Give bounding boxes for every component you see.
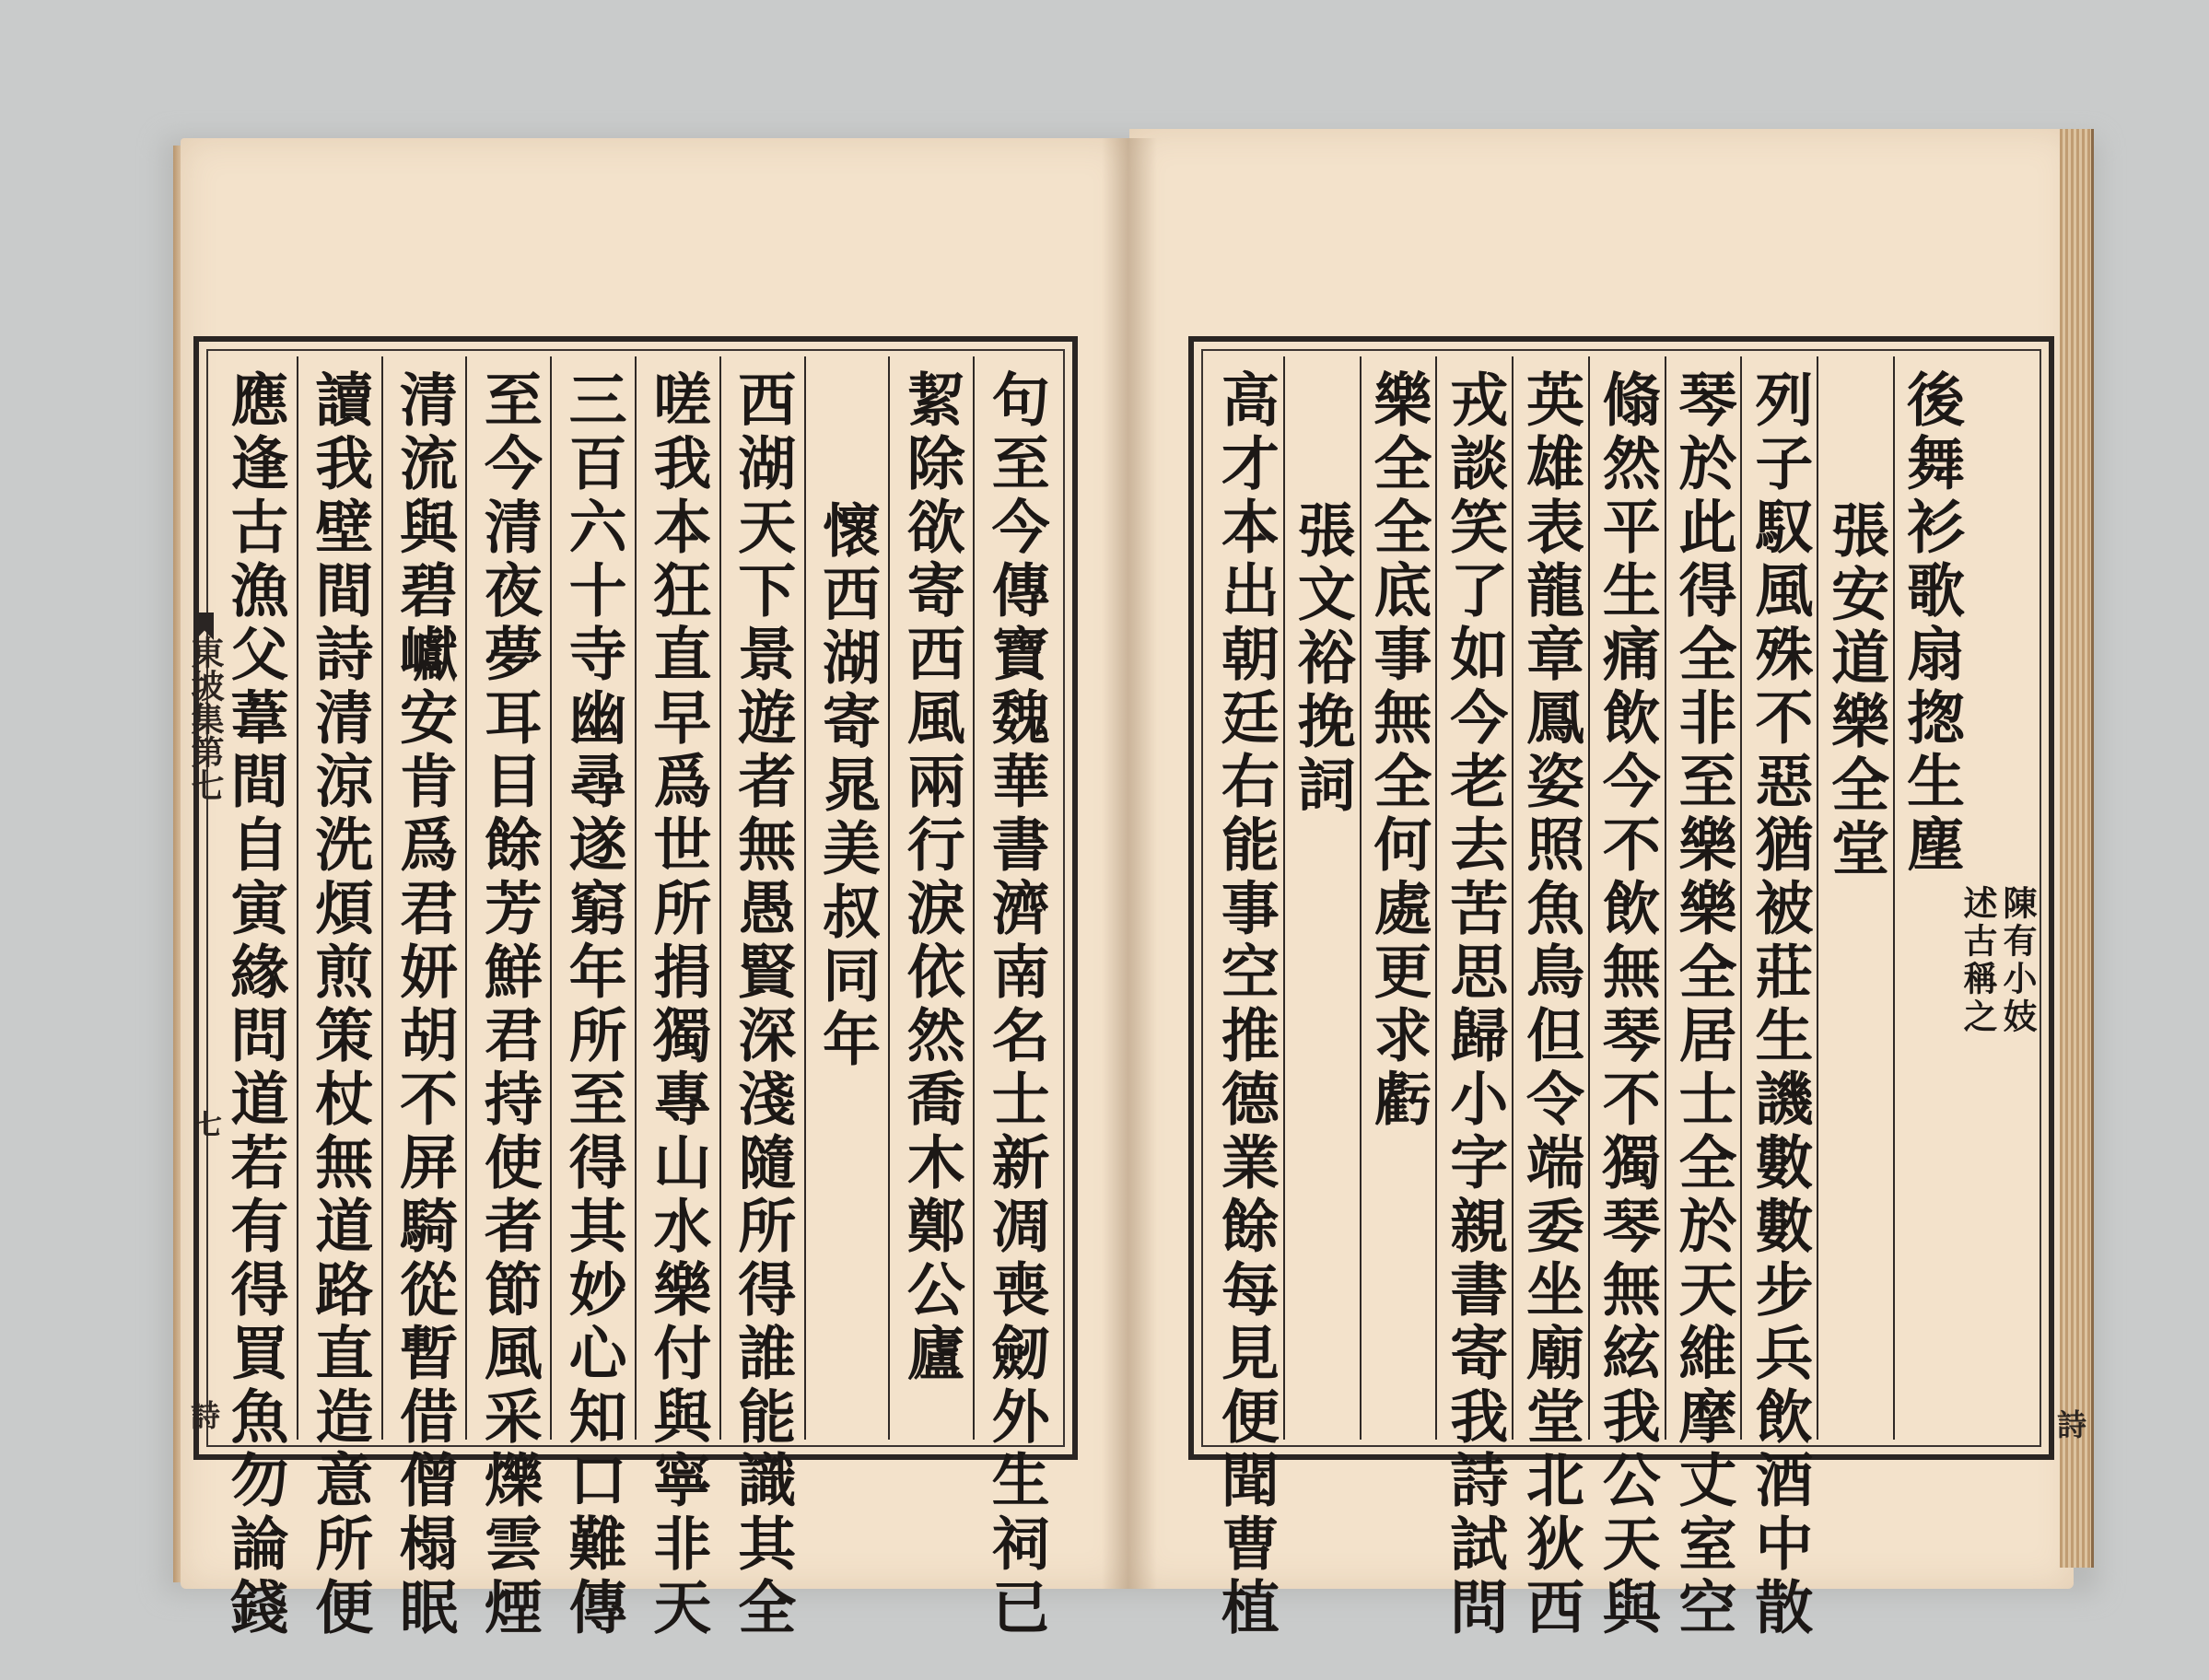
annotation-note: [1958, 885, 2038, 1440]
left-text-frame: [193, 336, 1078, 1640]
book-gutter: [1102, 138, 1157, 1589]
note-line: 陳有小妓: [1997, 885, 2038, 1036]
note-line: 述古稱之: [1958, 885, 1998, 1036]
column-text: 樂全全底事無全何處更求虧: [1364, 369, 1433, 1132]
right-column: [1360, 356, 1436, 1440]
right-columns: [1209, 356, 2038, 1640]
left-column: [804, 356, 889, 1440]
column-text: 讀我壁間詩清涼洗煩煎策杖無道路直造意所便: [306, 369, 375, 1640]
column-text: 三百六十寺幽尋遂窮年所至得其妙心知口難傳: [559, 369, 628, 1640]
right-column: [1817, 356, 1893, 1440]
left-column: [465, 356, 550, 1640]
poem-title: 懷西湖寄晁美叔同年: [813, 500, 882, 1072]
column-text: 後舞衫歌扇揔生塵: [1898, 369, 1966, 878]
column-text: 琴於此得全非至樂樂全居士全於天維摩丈室空: [1669, 369, 1738, 1640]
left-column: [719, 356, 804, 1640]
left-column: [381, 356, 466, 1640]
poem-title: 張安道樂全堂: [1822, 500, 1891, 881]
right-column: [1209, 356, 1283, 1640]
column-text: 戎談笑了如今老去苦思歸小字親書寄我詩試問: [1441, 369, 1510, 1640]
left-column: [214, 356, 297, 1640]
column-text: 應逢古漁父葦間自寅緣問道若有得買魚勿論錢: [221, 369, 290, 1640]
margin-page-number: 七: [189, 1110, 221, 1138]
left-column: [888, 356, 973, 1440]
left-column: [297, 356, 381, 1640]
right-column: [1740, 356, 1817, 1640]
left-columns: [214, 356, 1058, 1640]
column-text: 句至今傳寶魏華書濟南名士新凋喪劒外生祠已: [982, 369, 1051, 1640]
left-column: [973, 356, 1058, 1640]
right-column: [1893, 356, 2038, 1440]
left-column: [550, 356, 635, 1640]
poem-title: 張文裕挽詞: [1288, 500, 1357, 818]
column-text: 翛然平生痛飲今不飲無琴不獨琴無絃我公天與: [1593, 369, 1662, 1640]
column-text: 絜除欲寄西風兩行淚依然喬木鄭公廬: [897, 369, 966, 1386]
column-text: 西湖天下景遊者無愚賢深淺隨所得誰能識其全: [729, 369, 798, 1640]
column-text: 英雄表龍章鳳姿照魚鳥但令端委坐廟堂北狄西: [1516, 369, 1585, 1640]
right-column: [1665, 356, 1741, 1640]
margin-section-label: 詩: [186, 1400, 221, 1429]
margin-section-label: 詩: [2052, 1409, 2087, 1439]
column-text: 清流與碧巘安肯爲君妍胡不屏騎從暫借僧榻眠: [391, 369, 460, 1640]
right-fore-edge: [2060, 129, 2094, 1568]
right-column: [1588, 356, 1665, 1640]
right-text-frame: [1188, 336, 2054, 1640]
column-text: 至今清夜夢耳目餘芳鮮君持使者節風采爍雲煙: [474, 369, 543, 1640]
right-column: [1283, 356, 1360, 1440]
margin-book-title: 東坡集第七: [186, 636, 225, 801]
right-column: [1512, 356, 1588, 1640]
column-text: 高才本出朝廷右能事空推德業餘每見便聞曹植: [1211, 369, 1280, 1640]
left-column: [635, 356, 719, 1640]
right-column: [1435, 356, 1512, 1640]
column-text: 嗟我本狂直早爲世所捐獨專山水樂付與寧非天: [644, 369, 713, 1640]
column-text: 列子馭風殊不惡猶被莊生譏數數步兵飲酒中散: [1746, 369, 1815, 1640]
